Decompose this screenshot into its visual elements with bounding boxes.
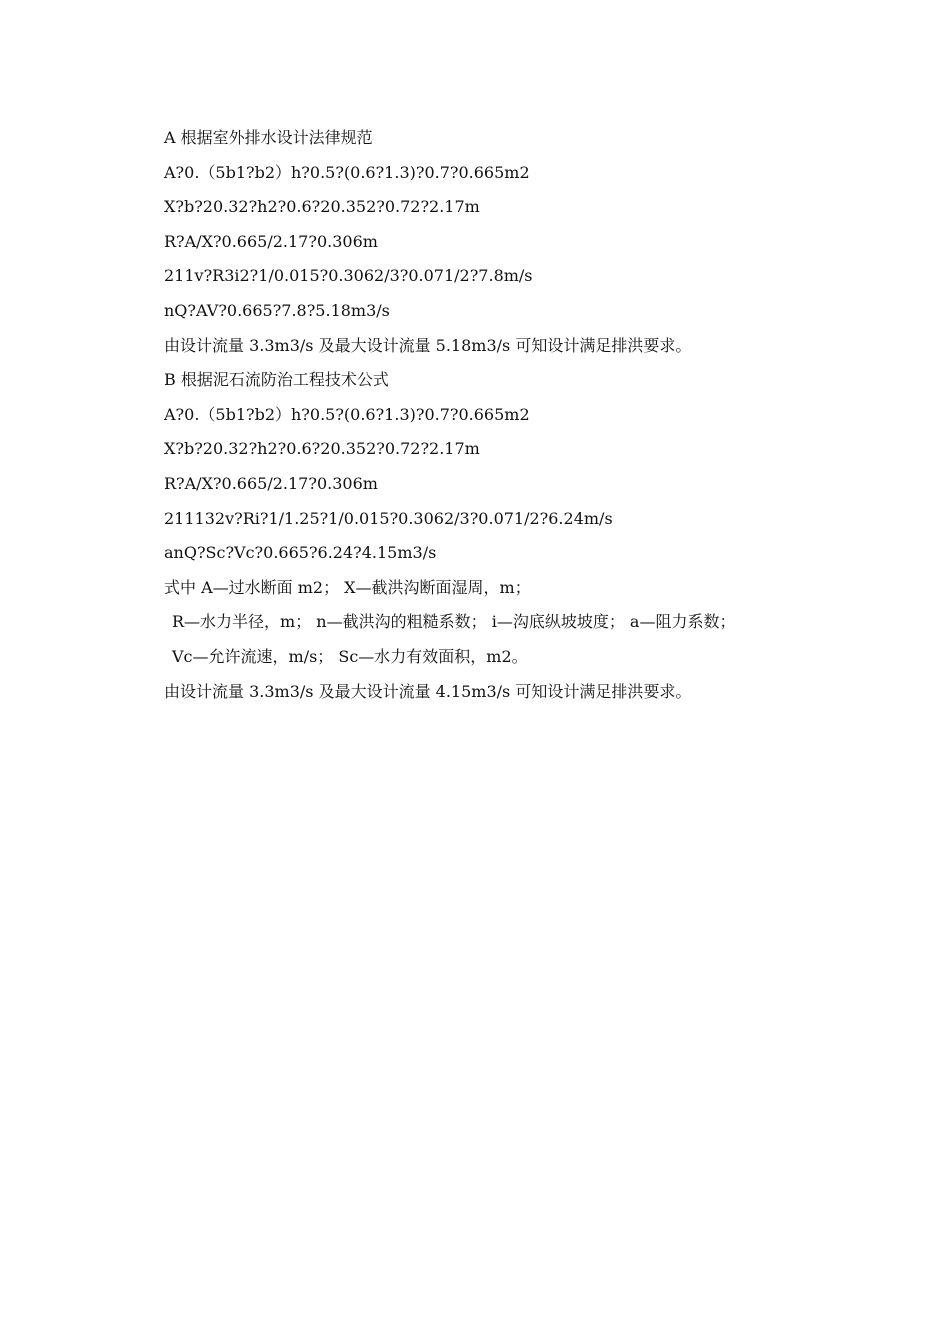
formula-perimeter-a: X?b?20.32?h2?0.6?20.352?0.72?2.17m [164, 197, 480, 217]
formula-radius-b: R?A/X?0.665/2.17?0.306m [164, 473, 378, 493]
formula-area-a: A?0.（5b1?b2）h?0.5?(0.6?1.3)?0.7?0.665m2 [164, 162, 530, 182]
legend-line-3: Vc—允许流速，m/s； Sc—水力有效面积，m2。 [172, 646, 528, 666]
conclusion-a: 由设计流量 3.3m3/s 及最大设计流量 5.18m3/s 可知设计满足排洪要求。 [164, 335, 692, 355]
formula-perimeter-b: X?b?20.32?h2?0.6?20.352?0.72?2.17m [164, 439, 480, 459]
section-a-heading: A 根据室外排水设计法律规范 [164, 128, 373, 147]
conclusion-b: 由设计流量 3.3m3/s 及最大设计流量 4.15m3/s 可知设计满足排洪要求。 [164, 681, 692, 701]
formula-velocity-b: 211132v?Ri?1/1.25?1/0.015?0.3062/3?0.071/2?6.24m/s [164, 508, 613, 528]
formula-flow-b: anQ?Sc?Vc?0.665?6.24?4.15m3/s [164, 543, 437, 563]
document-body [144, 121, 814, 709]
formula-area-b: A?0.（5b1?b2）h?0.5?(0.6?1.3)?0.7?0.665m2 [164, 404, 530, 424]
formula-flow-a: nQ?AV?0.665?7.8?5.18m3/s [164, 300, 390, 320]
formula-radius-a: R?A/X?0.665/2.17?0.306m [164, 231, 378, 251]
formula-velocity-a: 211v?R3i2?1/0.015?0.3062/3?0.071/2?7.8m/s [164, 266, 533, 286]
legend-line-1: 式中 A—过水断面 m2； X—截洪沟断面湿周，m； [164, 577, 531, 597]
legend-line-2: R—水力半径，m； n—截洪沟的粗糙系数； i—沟底纵坡坡度； a—阻力系数； [172, 612, 736, 632]
section-b-heading: B 根据泥石流防治工程技术公式 [164, 370, 389, 390]
